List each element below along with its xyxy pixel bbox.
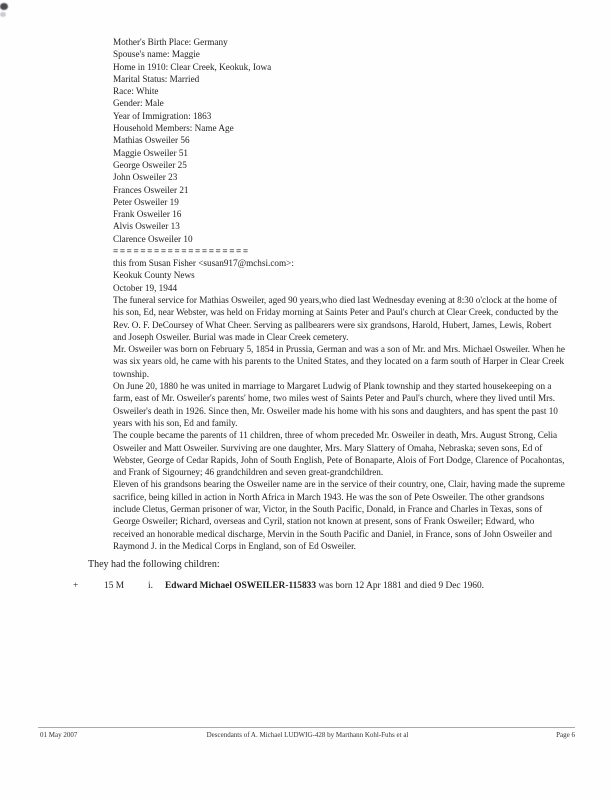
equals-divider: ==================== <box>113 246 250 257</box>
record-field: Spouse's name: Maggie <box>113 49 200 60</box>
child-name: Edward Michael OSWEILER-115833 <box>165 581 317 592</box>
obituary-paragraph: The couple became the parents of 11 children, three of whom preceded Mr. Osweiler in death, Mrs. August Strong, Celia Osweiler and Matt Osweiler. Surviving are one daughter, Mrs. Mary Slattery of Omaha, Nebraska; seven sons, Ed of Webster, George of Cedar Rapids, John of South English, Pete of Bonaparte, Alois of Fort Dodge, Clarence of Pocahontas, and Frank of Sigourney; 46 grandchildren and seven great-grandchildren. <box>113 430 565 478</box>
obituary-paragraph: On June 20, 1880 he was united in marriage to Margaret Ludwig of Plank township and they started housekeeping on a farm, east of Mr. Osweiler's parents' home, two miles west of Saints Peter and Paul's church, where they lived until Mrs. Osweiler's death in 1926. Since then, Mr. Osweiler made his home with his sons and daughters, and has spent the past 10 years with his son, Ed and family. <box>113 381 558 428</box>
record-field: Household Members: Name Age <box>113 123 234 134</box>
household-member: Frank Osweiler 16 <box>113 209 182 220</box>
household-member: Alvis Osweiler 13 <box>113 221 180 232</box>
child-entry <box>73 580 565 592</box>
record-field: Marital Status: Married <box>113 73 200 84</box>
obituary-paragraph: Mr. Osweiler was born on February 5, 1854 in Prussia, German and was a son of Mr. and Mrs. Michael Osweiler. When he was six years old, he came with his parents to the United States, and they located on a farm south of Harper in Clear Creek township. <box>113 344 565 379</box>
child-ordinal: i. <box>148 581 153 592</box>
footer-rule <box>38 727 575 728</box>
child-details: was born 12 Apr 1881 and died 9 Dec 1960. <box>316 581 485 592</box>
obituary-text <box>113 294 565 552</box>
household-member: Mathias Osweiler 56 <box>113 135 190 146</box>
record-field: Gender: Male <box>113 98 164 109</box>
household-member: George Osweiler 25 <box>113 159 187 170</box>
scan-artifact-mark-faint <box>0 12 6 17</box>
page-footer <box>40 731 575 739</box>
record-field: Mother's Birth Place: Germany <box>113 37 228 47</box>
obituary-paragraph: The funeral service for Mathias Osweiler, aged 90 years,who died last Wednesday evening at 8:30 o'clock at the home of his son, Ed, near Webster, was held on Friday morning at Saints Peter and Paul's church at Clear Creek, conducted by the Rev. O. F. DeCoursey of What Cheer. Serving as pallbearers were six grandsons, Harold, Hubert, James, Lewis, Robert and Joseph Osweiler. Burial was made in Clear Creek cemetery. <box>113 294 559 342</box>
record-field: Home in 1910: Clear Creek, Keokuk, Iowa <box>113 61 272 72</box>
children-intro: They had the following children: <box>88 559 220 571</box>
household-member: Clarence Osweiler 10 <box>113 233 193 244</box>
footer-date: 01 May 2007 <box>40 731 78 739</box>
page-content <box>73 36 565 593</box>
child-number-sex: 15 M <box>104 581 125 592</box>
household-member: John Osweiler 23 <box>113 172 178 183</box>
record-field: Race: White <box>113 86 159 97</box>
child-text <box>165 580 484 592</box>
footer-page-number: Page 6 <box>556 731 575 739</box>
household-member: Peter Osweiler 19 <box>113 196 179 207</box>
source-note: this from Susan Fisher <susan917@mchsi.com>: <box>113 258 294 269</box>
household-member: Maggie Osweiler 51 <box>113 147 189 158</box>
footer-title: Descendants of A. Michael LUDWIG-428 by Marthann Kohl-Fuhs et al <box>206 731 409 739</box>
obituary-paragraph: Eleven of his grandsons bearing the Osweiler name are in the service of their country, one, Clair, having made the supreme sacrifice, being killed in action in North Africa in March 1943. He was the son of Pete Osweiler. The other grandsons include Cletus, German prisoner of war, Victor, in the South Pacific, Donald, in France and Charles in Texas, sons of George Osweiler; Richard, overseas and Cyril, station not known at present, sons of Frank Osweiler; Edward, who received an honorable medical discharge, Mervin in the South Pacific and Daniel, in France, sons of John Osweiler and Raymond J. in the Medical Corps in England, son of Ed Osweiler. <box>113 479 565 551</box>
record-field: Year of Immigration: 1863 <box>113 110 212 121</box>
household-member: Frances Osweiler 21 <box>113 184 189 195</box>
census-record-list <box>113 36 565 245</box>
child-plus-marker: + <box>73 581 79 592</box>
news-date: October 19, 1944 <box>113 282 178 293</box>
news-source: Keokuk County News <box>113 270 195 281</box>
scan-artifact-mark <box>0 3 8 10</box>
